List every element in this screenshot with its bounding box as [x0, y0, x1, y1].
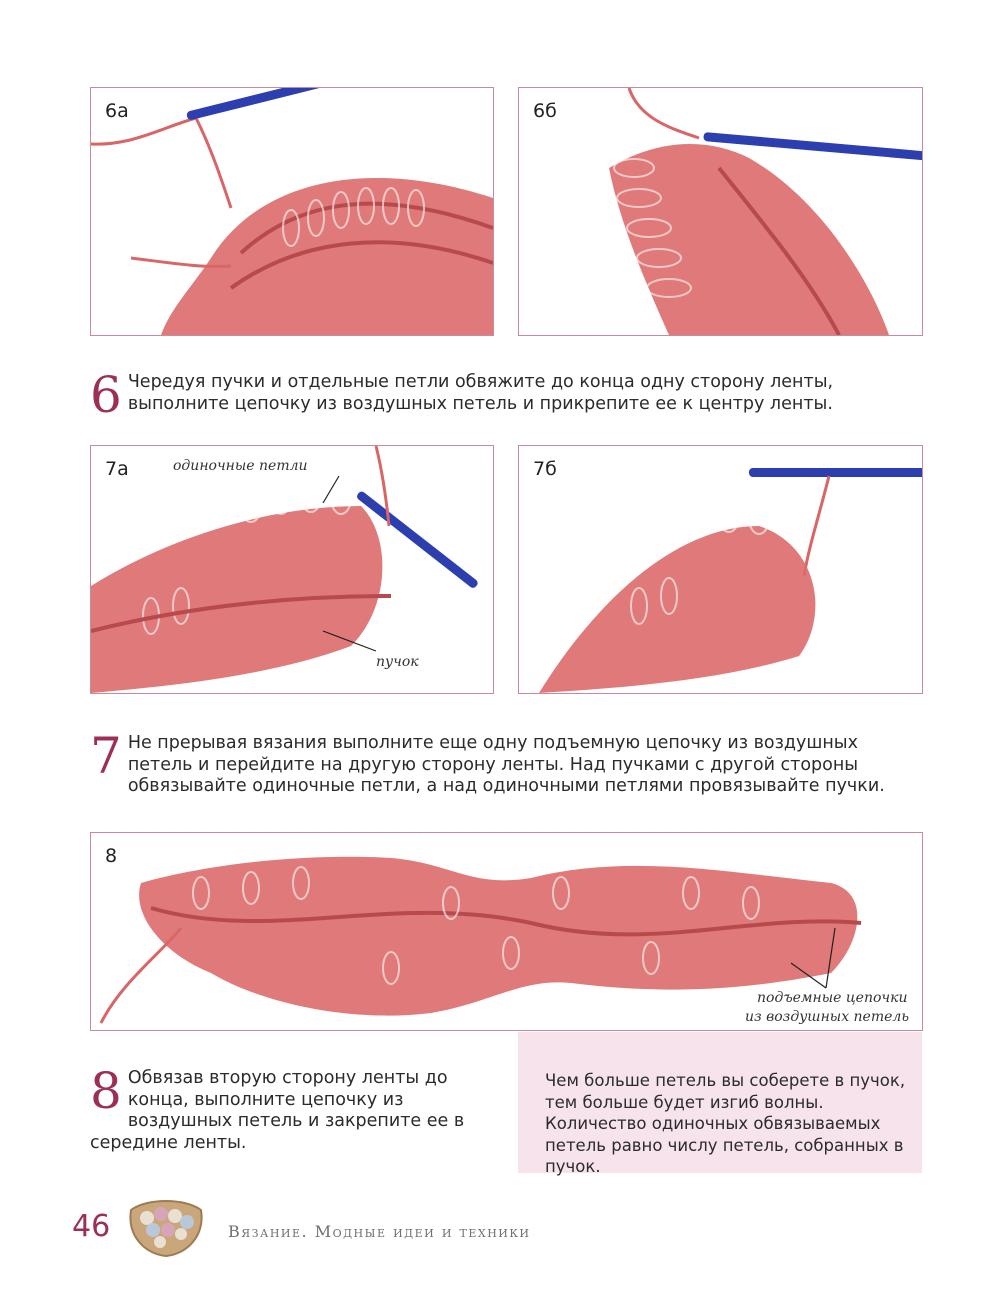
- photo-8: [90, 832, 923, 1031]
- photo-label: 6а: [105, 100, 129, 122]
- photo-6b: [518, 87, 923, 336]
- photo-label: 7а: [105, 458, 129, 480]
- photo-label: 6б: [533, 100, 557, 122]
- step-7: [90, 727, 920, 798]
- callout-lifting-chains-line1: подъемные цепочки: [757, 990, 908, 1006]
- photo-7b: [518, 445, 923, 694]
- knitting-photo-6b: [519, 88, 922, 335]
- photo-label: 7б: [533, 458, 557, 480]
- callout-cluster: пучок: [376, 654, 419, 670]
- page-number: 46: [72, 1209, 111, 1244]
- step-number: 7: [90, 727, 122, 785]
- knitting-photo-6a: [91, 88, 493, 335]
- photo-label: 8: [105, 845, 118, 867]
- step-text: Не прерывая вязания выполните еще одну подъемную цепочку из воздушных петель и перейдите на другую сторону ленты. Над пучками с другой стороны обвязывайте одиночные петли, а над одиночными петлями провязывайте пучки.: [127, 733, 885, 796]
- photo-6a: [90, 87, 494, 336]
- knitting-photo-7a: [91, 446, 493, 693]
- step-8: [90, 1062, 495, 1154]
- tip-text: Чем больше петель вы соберете в пучок, тем больше будет изгиб волны. Количество одиночных обвязываемых петель равно числу петель, собранных в пучок.: [545, 1071, 906, 1176]
- callout-single-loops: одиночные петли: [173, 458, 308, 474]
- step-text: Чередуя пучки и отдельные петли обвяжите до конца одну сторону ленты, выполните цепочку из воздушных петель и прикрепите ее к центру ленты.: [127, 372, 834, 414]
- book-title: Вязание. Модные идеи и техники: [228, 1222, 531, 1241]
- tip-box: [518, 1032, 922, 1176]
- yarn-basket-icon: [127, 1196, 205, 1258]
- callout-lifting-chains-line2: из воздушных петель: [745, 1009, 909, 1025]
- photo-7a: [90, 445, 494, 694]
- knitting-photo-7b: [519, 446, 922, 693]
- step-6: [90, 366, 920, 424]
- step-number: 8: [90, 1062, 122, 1120]
- step-text: Обвязав вторую сторону ленты до конца, выполните цепочку из воздушных петель и закрепите ее в середине ленты.: [90, 1068, 465, 1153]
- step-number: 6: [90, 366, 122, 424]
